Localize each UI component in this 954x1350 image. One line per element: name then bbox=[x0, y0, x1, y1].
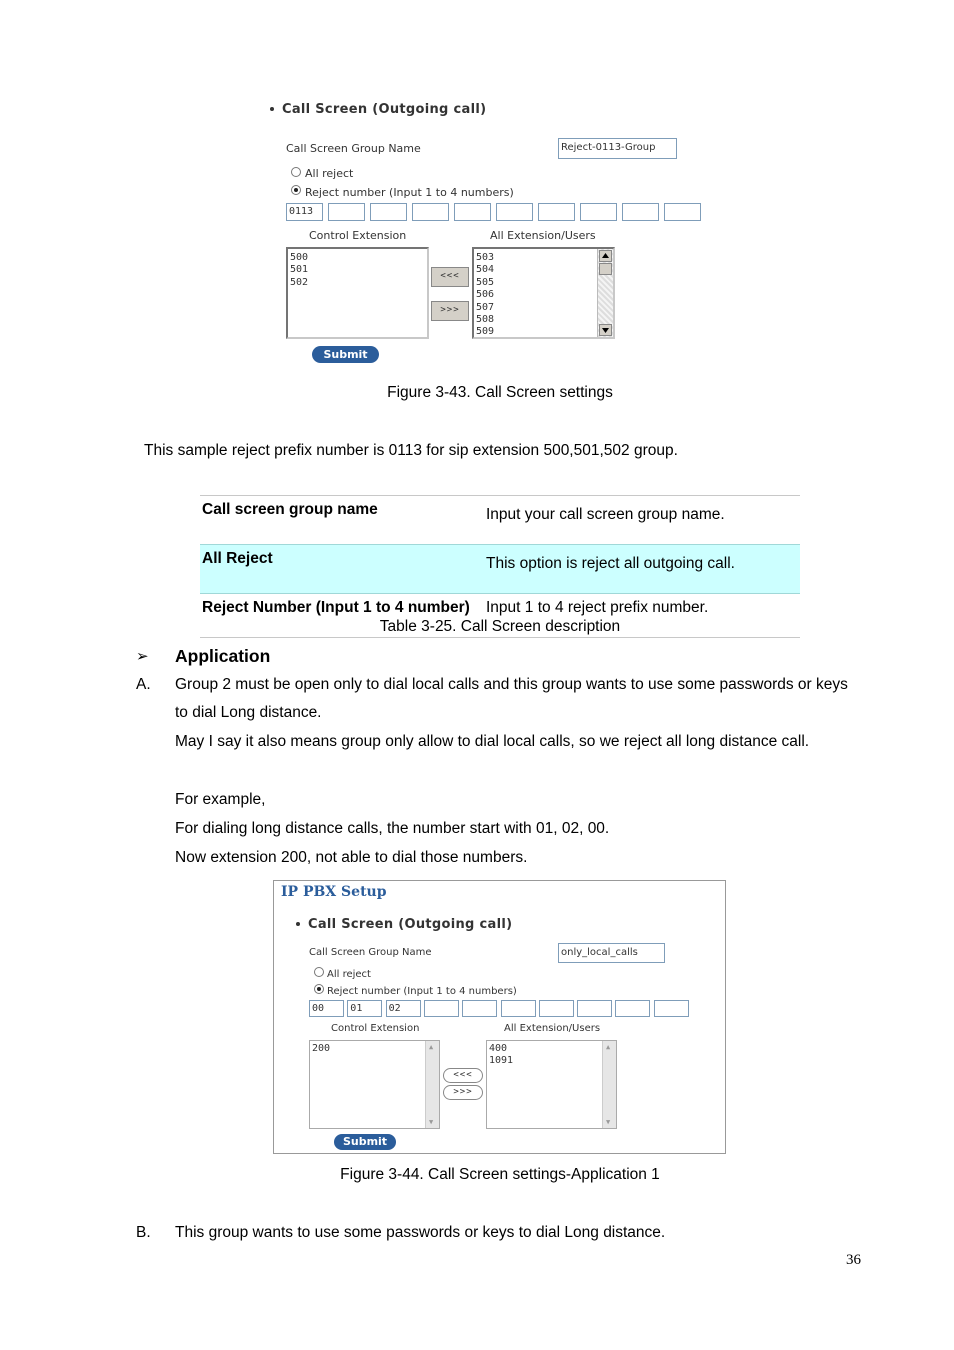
item-marker-a: A. bbox=[136, 676, 151, 693]
group-name-label: Call Screen Group Name bbox=[286, 142, 421, 155]
reject-number-input[interactable] bbox=[539, 1000, 574, 1017]
scrollbar[interactable] bbox=[597, 249, 613, 337]
scrollbar[interactable] bbox=[425, 1041, 439, 1128]
reject-number-input[interactable]: 02 bbox=[386, 1000, 421, 1017]
section-title bbox=[270, 102, 486, 117]
table-cell-desc bbox=[484, 545, 800, 594]
item-marker-b: B. bbox=[136, 1224, 151, 1241]
cell-text: Input your call screen group name. bbox=[486, 506, 725, 523]
table-cell-label bbox=[200, 496, 484, 545]
list-item[interactable]: 506 bbox=[476, 289, 495, 301]
scroll-up-icon[interactable]: ▲ bbox=[429, 1043, 434, 1051]
all-reject-radio[interactable] bbox=[291, 167, 301, 177]
scrollbar[interactable] bbox=[602, 1041, 616, 1128]
table-caption: Table 3-25. Call Screen description bbox=[379, 618, 621, 635]
all-extension-list[interactable] bbox=[472, 247, 615, 339]
reject-number-input[interactable] bbox=[370, 203, 407, 221]
submit-button[interactable]: Submit bbox=[334, 1134, 396, 1150]
control-extension-list[interactable] bbox=[309, 1040, 440, 1129]
reject-number-input[interactable] bbox=[454, 203, 491, 221]
table-cell-label bbox=[200, 545, 484, 594]
table-row bbox=[200, 496, 800, 545]
reject-number-input[interactable] bbox=[580, 203, 617, 221]
figure-3-43 bbox=[260, 95, 720, 370]
group-name-input[interactable]: only_local_calls bbox=[558, 943, 665, 963]
list-item[interactable]: 502 bbox=[290, 276, 309, 288]
reject-number-input[interactable] bbox=[462, 1000, 497, 1017]
bullet-icon bbox=[270, 107, 274, 111]
paragraph: Group 2 must be open only to dial local calls and this group wants to use some passwords or keys bbox=[175, 676, 848, 693]
reject-number-input[interactable]: 01 bbox=[347, 1000, 382, 1017]
list-item[interactable]: 508 bbox=[476, 314, 495, 326]
list-item[interactable]: 507 bbox=[476, 301, 495, 313]
move-right-button[interactable]: >>> bbox=[431, 301, 469, 321]
figure-caption: Figure 3-44. Call Screen settings-Application 1 bbox=[340, 1166, 660, 1183]
control-extension-label: Control Extension bbox=[331, 1023, 420, 1034]
table-cell-desc bbox=[484, 496, 800, 545]
reject-number-input[interactable] bbox=[424, 1000, 459, 1017]
scroll-thumb[interactable] bbox=[599, 263, 612, 275]
paragraph: to dial Long distance. bbox=[175, 704, 322, 721]
list-item[interactable]: 500 bbox=[290, 252, 309, 263]
application-heading: Application bbox=[175, 646, 271, 666]
reject-number-input[interactable] bbox=[328, 203, 365, 221]
section-title-text: Call Screen (Outgoing call) bbox=[308, 917, 513, 932]
reject-number-input[interactable] bbox=[664, 203, 701, 221]
list-item[interactable]: 200 bbox=[312, 1043, 331, 1054]
bullet-icon bbox=[296, 922, 300, 926]
paragraph: This group wants to use some passwords or keys to dial Long distance. bbox=[175, 1224, 666, 1241]
scroll-down-icon[interactable]: ▼ bbox=[606, 1118, 611, 1126]
paragraph: Now extension 200, not able to dial those numbers. bbox=[175, 849, 528, 866]
submit-button[interactable]: Submit bbox=[312, 346, 379, 363]
move-left-button[interactable]: <<< bbox=[431, 267, 469, 287]
all-extension-label: All Extension/Users bbox=[504, 1023, 601, 1034]
all-reject-radio[interactable] bbox=[314, 967, 324, 977]
description-table bbox=[200, 495, 800, 638]
scroll-down-icon[interactable]: ▼ bbox=[429, 1118, 434, 1126]
scroll-up-icon[interactable]: ▲ bbox=[606, 1043, 611, 1051]
panel-header: IP PBX Setup bbox=[281, 884, 387, 900]
move-right-button[interactable]: >>> bbox=[443, 1085, 483, 1100]
reject-number-radio[interactable] bbox=[291, 185, 301, 195]
scroll-down-icon[interactable] bbox=[599, 324, 612, 336]
application-bullet-icon: ➢ bbox=[136, 647, 149, 665]
control-extension-list[interactable] bbox=[286, 247, 429, 339]
all-reject-label: All reject bbox=[305, 167, 354, 180]
all-extension-label: All Extension/Users bbox=[490, 229, 596, 242]
scroll-up-icon[interactable] bbox=[599, 250, 612, 262]
move-left-button[interactable]: <<< bbox=[443, 1068, 483, 1083]
figure-3-44 bbox=[273, 880, 726, 1154]
reject-number-radio[interactable] bbox=[314, 984, 324, 994]
figure-caption: Figure 3-43. Call Screen settings bbox=[387, 384, 613, 401]
control-extension-label: Control Extension bbox=[309, 229, 407, 242]
section-title-text: Call Screen (Outgoing call) bbox=[282, 102, 487, 117]
list-item[interactable]: 503 bbox=[476, 252, 495, 263]
list-item[interactable]: 400 bbox=[489, 1043, 508, 1054]
list-item[interactable]: 505 bbox=[476, 276, 495, 288]
reject-number-input[interactable] bbox=[538, 203, 575, 221]
reject-number-input[interactable]: 00 bbox=[309, 1000, 344, 1017]
reject-number-input[interactable] bbox=[496, 203, 533, 221]
list-item[interactable]: 504 bbox=[476, 264, 495, 276]
cell-text: This option is reject all outgoing call. bbox=[486, 555, 735, 572]
reject-number-input[interactable] bbox=[577, 1000, 612, 1017]
reject-number-input[interactable] bbox=[622, 203, 659, 221]
reject-number-input[interactable]: 0113 bbox=[286, 203, 323, 221]
cell-text: Reject Number (Input 1 to 4 number) bbox=[202, 599, 470, 616]
cell-text: Input 1 to 4 reject prefix number. bbox=[486, 599, 709, 616]
reject-number-label: Reject number (Input 1 to 4 numbers) bbox=[305, 186, 514, 199]
reject-number-input[interactable] bbox=[501, 1000, 536, 1017]
table-row bbox=[200, 545, 800, 594]
all-extension-list[interactable] bbox=[486, 1040, 617, 1129]
list-item[interactable]: 509 bbox=[476, 326, 495, 338]
paragraph: For example, bbox=[175, 791, 266, 808]
group-name-input[interactable]: Reject-0113-Group bbox=[558, 138, 677, 159]
reject-number-input[interactable] bbox=[412, 203, 449, 221]
group-name-label: Call Screen Group Name bbox=[309, 947, 432, 958]
list-item[interactable]: 1091 bbox=[489, 1055, 514, 1067]
reject-number-input[interactable] bbox=[654, 1000, 689, 1017]
paragraph: May I say it also means group only allow to dial local calls, so we reject all long distance call. bbox=[175, 733, 810, 750]
paragraph: This sample reject prefix number is 0113 for sip extension 500,501,502 group. bbox=[144, 442, 678, 459]
cell-text: Call screen group name bbox=[202, 501, 378, 518]
reject-number-input[interactable] bbox=[615, 1000, 650, 1017]
all-reject-label: All reject bbox=[327, 969, 371, 980]
cell-text: All Reject bbox=[202, 550, 273, 567]
paragraph: For dialing long distance calls, the number start with 01, 02, 00. bbox=[175, 820, 610, 837]
section-title bbox=[296, 917, 512, 932]
reject-number-label: Reject number (Input 1 to 4 numbers) bbox=[327, 986, 517, 997]
list-item[interactable]: 501 bbox=[290, 264, 309, 276]
page-number: 36 bbox=[846, 1252, 861, 1268]
